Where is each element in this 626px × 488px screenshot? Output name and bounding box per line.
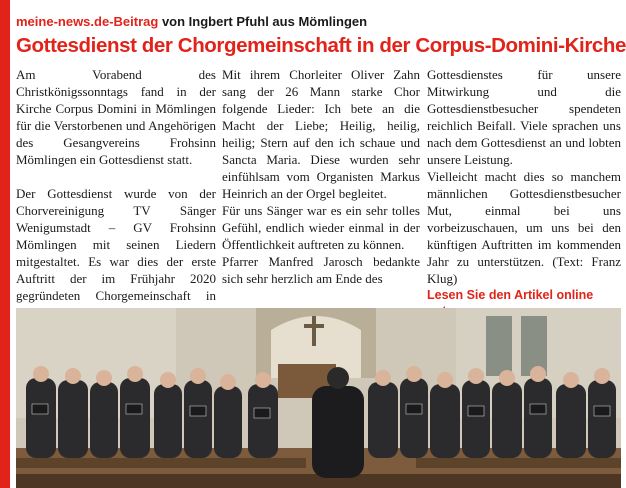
text-column-2 <box>222 66 420 304</box>
paragraph: Vielleicht macht dies so manchem männlichen Gottesdienstbesucher Mut, einmal bei uns vorbeizuschauen, um uns bei den künftigen Auftritten im kommenden Jahr zu unterstützen. (Text: Franz Klug) <box>427 169 621 286</box>
paragraph: Am Vorabend des Christkönigssonntags fand in der Kirche Corpus Domini in Mömlingen für die Verstorbenen und Angehörigen des Gesangvereins Frohsinn Mömlingen ein Gottesdienst statt. <box>16 67 216 167</box>
choir-photo <box>16 308 621 488</box>
paragraph: Mit ihrem Chorleiter Oliver Zahn sang der 26 Mann starke Chor folgende Lieder: Ich bete an die Macht der Liebe; Heilig, heilig, heilig; Stern auf den ich schaue und Sancta Maria. Diese wurden sehr einfühlsam vom Organisten Markus Heinrich an der Orgel begleitet. <box>222 67 420 201</box>
article-headline: Gottesdienst der Chorgemeinschaft in der Corpus-Domini-Kirche <box>16 34 626 57</box>
online-link-label: Lesen Sie den Artikel online <box>427 288 594 302</box>
accent-bar <box>0 0 10 488</box>
paragraph: Für uns Sänger war es ein sehr tolles Gefühl, endlich wieder einmal in der Öffentlichkeit auftreten zu können. <box>222 203 420 252</box>
byline <box>16 14 616 30</box>
text-column-1 <box>16 66 216 304</box>
source-label: meine-news.de-Beitrag <box>16 14 159 29</box>
text-column-3 <box>427 66 621 304</box>
paragraph: Der Gottesdienst wurde von der Chorvereinigung TV Sänger Wenigumstadt – GV Frohsinn Mömlingen mit seinen Liedern mitgestaltet. Es war dies der erste Auftritt der im Frühjahr 2020 gegründeten Chorgemeinschaft in <box>16 186 216 303</box>
author-line: von Ingbert Pfuhl aus Mömlingen <box>158 14 368 29</box>
paragraph: Gottesdienstes für unsere Mitwirkung und die Gottesdienstbesucher spendeten reichlich Beifall. Viele sprachen uns nach dem Gottesdienst an und lobten unsere Leistung. <box>427 67 621 167</box>
choir-photo-illustration <box>16 308 621 488</box>
paragraph: Pfarrer Manfred Jarosch bedankte sich sehr herzlich am Ende des <box>222 254 420 286</box>
